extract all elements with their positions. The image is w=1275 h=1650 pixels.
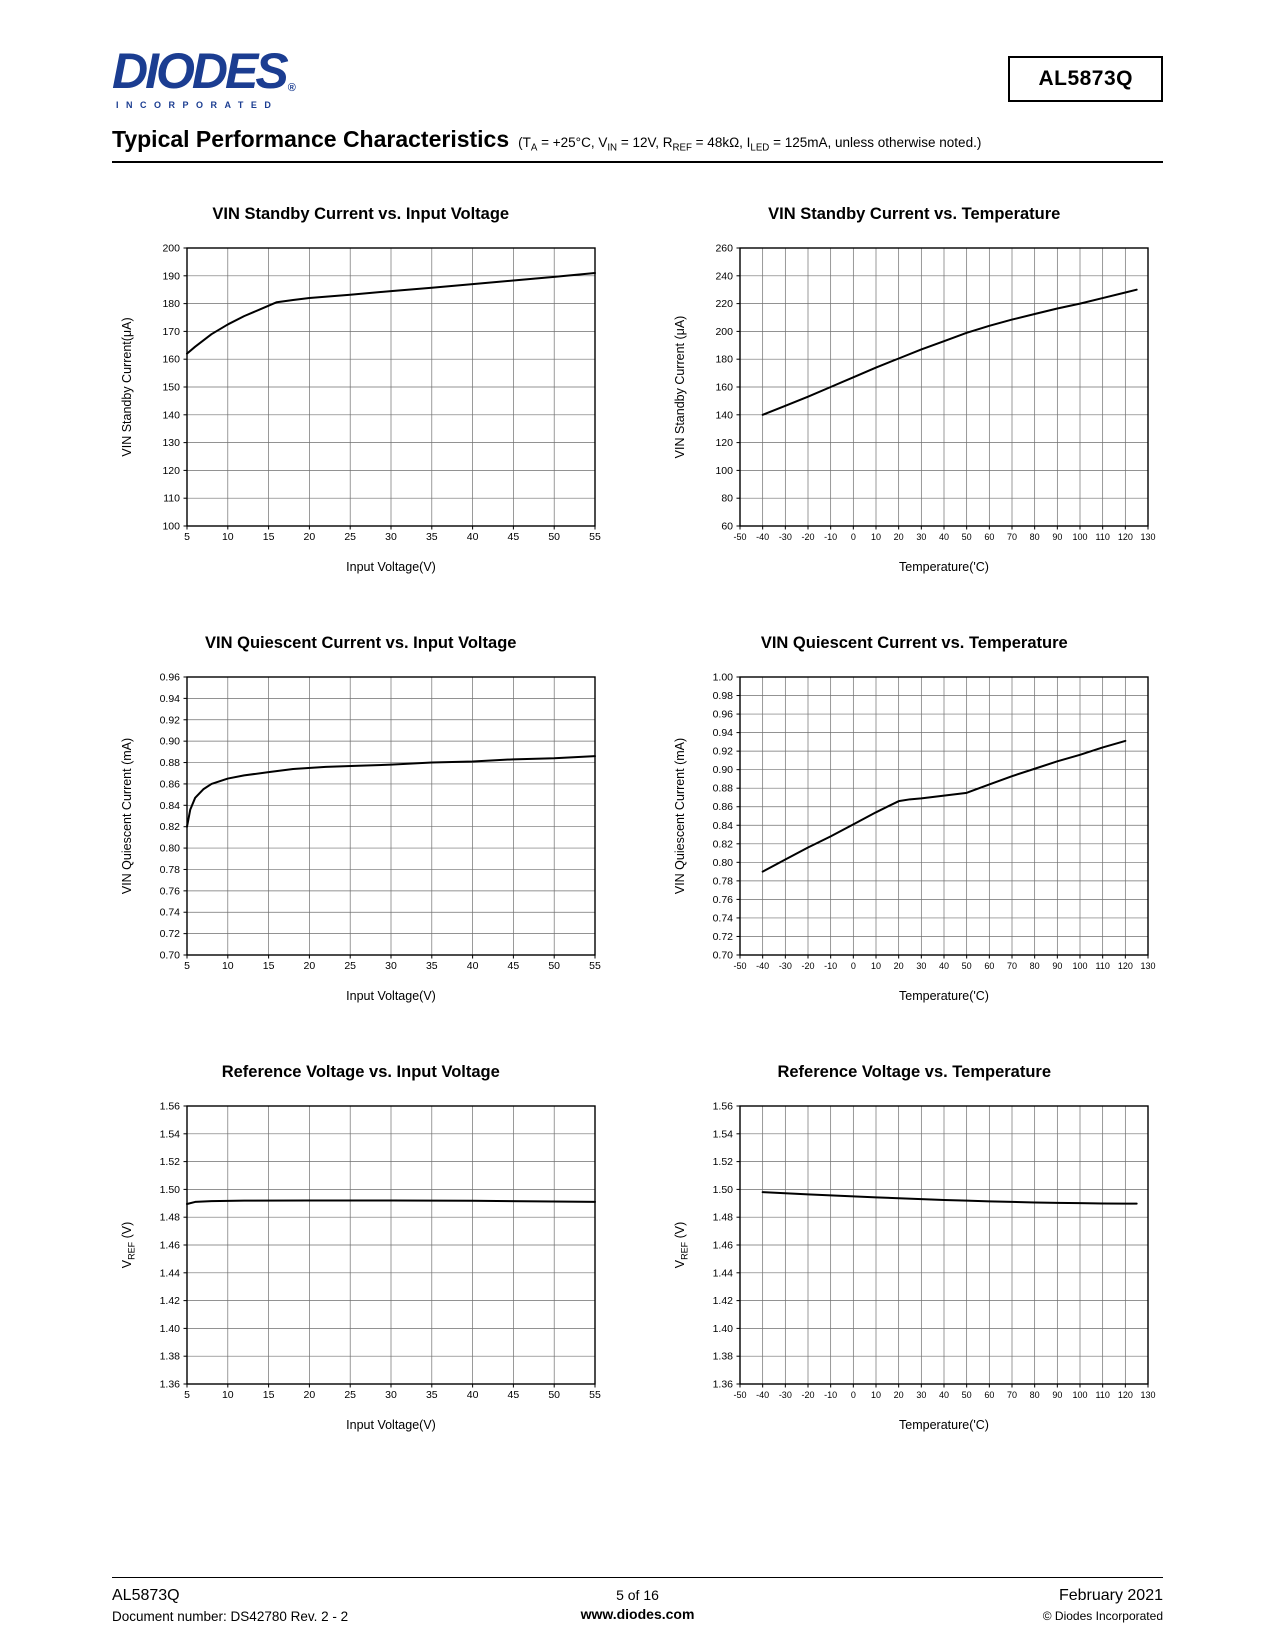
svg-text:1.56: 1.56 (712, 1100, 734, 1113)
svg-text:0.70: 0.70 (712, 949, 734, 962)
logo-wordmark: DIODES (112, 43, 286, 99)
svg-text:55: 55 (588, 1388, 601, 1401)
svg-text:0: 0 (851, 1389, 857, 1400)
svg-text:0.76: 0.76 (159, 885, 180, 898)
svg-text:-40: -40 (756, 960, 770, 971)
svg-text:15: 15 (262, 1388, 275, 1401)
footer-left (112, 1587, 581, 1624)
svg-text:0.82: 0.82 (712, 837, 734, 850)
svg-text:1.46: 1.46 (159, 1239, 180, 1252)
svg-text:Temperature('C): Temperature('C) (899, 559, 990, 574)
svg-text:0.80: 0.80 (712, 856, 734, 869)
svg-text:45: 45 (507, 959, 519, 972)
svg-text:10: 10 (221, 530, 234, 543)
svg-text:-20: -20 (801, 1389, 815, 1400)
svg-text:-20: -20 (801, 531, 815, 542)
svg-text:55: 55 (588, 959, 601, 972)
svg-text:0.84: 0.84 (159, 799, 180, 812)
svg-text:50: 50 (548, 1388, 560, 1401)
svg-text:0.86: 0.86 (159, 778, 180, 791)
svg-text:170: 170 (162, 325, 180, 338)
svg-text:100: 100 (715, 464, 734, 477)
svg-text:120: 120 (1118, 1389, 1134, 1400)
svg-text:20: 20 (303, 1388, 315, 1401)
svg-text:40: 40 (939, 960, 950, 971)
svg-text:0.90: 0.90 (159, 735, 180, 748)
svg-text:80: 80 (1029, 960, 1040, 971)
registered-trademark-icon: ® (287, 82, 296, 94)
svg-text:70: 70 (1007, 1389, 1018, 1400)
chart-plot (115, 665, 607, 1007)
svg-text:220: 220 (715, 297, 734, 310)
svg-text:25: 25 (344, 959, 356, 972)
diodes-logo (112, 43, 296, 110)
logo-wordmark-row (112, 43, 296, 99)
svg-text:0.80: 0.80 (159, 842, 180, 855)
svg-text:20: 20 (303, 959, 315, 972)
svg-text:5: 5 (183, 530, 190, 543)
svg-text:90: 90 (1052, 960, 1063, 971)
footer-website-link[interactable]: www.diodes.com (580, 1606, 695, 1622)
svg-text:0.70: 0.70 (159, 949, 180, 962)
svg-text:45: 45 (507, 1388, 519, 1401)
svg-text:50: 50 (548, 959, 560, 972)
svg-text:15: 15 (262, 959, 275, 972)
svg-text:1.52: 1.52 (159, 1155, 180, 1168)
svg-text:120: 120 (715, 436, 734, 449)
svg-text:30: 30 (916, 1389, 927, 1400)
footer-doc-number: Document number: DS42780 Rev. 2 - 2 (112, 1609, 349, 1624)
svg-text:1.50: 1.50 (159, 1183, 180, 1196)
svg-text:0.92: 0.92 (712, 745, 734, 758)
svg-text:10: 10 (871, 960, 882, 971)
svg-text:100: 100 (162, 520, 180, 533)
svg-text:-30: -30 (779, 960, 793, 971)
footer-date: February 2021 (1058, 1587, 1163, 1604)
page-footer (112, 1577, 1163, 1624)
svg-text:0.84: 0.84 (712, 819, 734, 832)
svg-text:30: 30 (916, 960, 927, 971)
chart-title: VIN Quiescent Current vs. Input Voltage (205, 633, 517, 652)
footer-copyright: © Diodes Incorporated (1042, 1609, 1163, 1623)
svg-text:0.94: 0.94 (159, 692, 180, 705)
svg-text:50: 50 (548, 530, 560, 543)
svg-text:0.90: 0.90 (712, 763, 734, 776)
svg-text:40: 40 (466, 1388, 479, 1401)
svg-text:0.72: 0.72 (159, 927, 180, 940)
svg-text:1.48: 1.48 (159, 1211, 180, 1224)
chart-reference-voltage-vs-temperature (666, 1063, 1164, 1436)
svg-text:Temperature('C): Temperature('C) (899, 1417, 990, 1432)
svg-text:180: 180 (162, 297, 180, 310)
svg-text:0.98: 0.98 (712, 689, 734, 702)
svg-text:VIN Quiescent Current (mA): VIN Quiescent Current (mA) (119, 737, 134, 894)
svg-text:0.74: 0.74 (712, 912, 734, 925)
svg-text:VIN Quiescent Current (mA): VIN Quiescent Current (mA) (673, 737, 688, 894)
svg-text:1.40: 1.40 (712, 1322, 734, 1335)
svg-text:25: 25 (344, 1388, 356, 1401)
svg-text:1.44: 1.44 (712, 1266, 734, 1279)
svg-text:90: 90 (1052, 1389, 1063, 1400)
svg-text:1.48: 1.48 (712, 1211, 734, 1224)
svg-text:30: 30 (384, 530, 397, 543)
svg-text:60: 60 (984, 1389, 995, 1400)
svg-text:-10: -10 (824, 960, 838, 971)
svg-text:50: 50 (961, 960, 972, 971)
svg-text:1.36: 1.36 (712, 1378, 734, 1391)
chart-title: Reference Voltage vs. Temperature (777, 1062, 1052, 1081)
svg-text:1.44: 1.44 (159, 1266, 180, 1279)
svg-text:70: 70 (1007, 531, 1018, 542)
svg-text:45: 45 (507, 530, 519, 543)
svg-text:200: 200 (715, 325, 734, 338)
svg-text:Input Voltage(V): Input Voltage(V) (345, 1417, 436, 1432)
svg-text:40: 40 (466, 959, 479, 972)
svg-text:VIN Standby Current (μA): VIN Standby Current (μA) (673, 315, 688, 459)
svg-text:1.50: 1.50 (712, 1183, 734, 1196)
chart-vin-quiescent-current-vs-input-voltage (112, 634, 610, 1007)
chart-reference-voltage-vs-input-voltage (112, 1063, 610, 1436)
svg-text:140: 140 (162, 408, 180, 421)
section-conditions: ($T_A = +25^\circ C$, $V_{IN} = 12V$, $R_{REF} = 48k\Omega$, $I_{LED} = 125mA$, unless otherwise noted.) (518, 135, 982, 154)
svg-text:0.88: 0.88 (712, 782, 734, 795)
svg-text:1.38: 1.38 (712, 1350, 734, 1363)
svg-text:1.36: 1.36 (159, 1378, 180, 1391)
svg-text:VREF (V): $V_{REF}$ (V) (119, 1221, 137, 1268)
svg-text:25: 25 (344, 530, 356, 543)
svg-text:-40: -40 (756, 531, 770, 542)
svg-text:10: 10 (871, 1389, 882, 1400)
svg-text:120: 120 (1118, 960, 1134, 971)
svg-text:20: 20 (303, 530, 315, 543)
svg-text:5: 5 (183, 1388, 190, 1401)
svg-text:40: 40 (466, 530, 479, 543)
svg-text:Input Voltage(V): Input Voltage(V) (345, 559, 436, 574)
svg-text:160: 160 (162, 353, 180, 366)
svg-text:35: 35 (425, 1388, 438, 1401)
svg-text:0.76: 0.76 (712, 893, 734, 906)
svg-text:0.92: 0.92 (159, 713, 180, 726)
section-header (112, 126, 1163, 163)
svg-text:60: 60 (721, 520, 734, 533)
chart-vin-quiescent-current-vs-temperature (666, 634, 1164, 1007)
svg-text:40: 40 (939, 531, 950, 542)
svg-text:120: 120 (1118, 531, 1134, 542)
svg-text:0.94: 0.94 (712, 726, 734, 739)
svg-text:70: 70 (1007, 960, 1018, 971)
svg-text:0: 0 (851, 960, 857, 971)
svg-text:-40: -40 (756, 1389, 770, 1400)
svg-text:15: 15 (262, 530, 275, 543)
svg-text:0.78: 0.78 (712, 875, 734, 888)
svg-text:0.96: 0.96 (712, 708, 734, 721)
chart-title: Reference Voltage vs. Input Voltage (221, 1062, 500, 1081)
logo-subtext: INCORPORATED (116, 100, 279, 110)
chart-title: VIN Standby Current vs. Temperature (768, 204, 1061, 223)
svg-text:1.40: 1.40 (159, 1322, 180, 1335)
svg-text:0: 0 (851, 531, 857, 542)
svg-text:1.52: 1.52 (712, 1155, 734, 1168)
chart-plot (115, 236, 607, 578)
svg-text:0.82: 0.82 (159, 820, 180, 833)
svg-text:110: 110 (1095, 1389, 1111, 1400)
svg-text:0.86: 0.86 (712, 800, 734, 813)
footer-page-info: 5 of 16 (616, 1587, 659, 1603)
svg-text:1.54: 1.54 (159, 1127, 180, 1140)
svg-text:180: 180 (715, 353, 734, 366)
footer-part-number: AL5873Q (112, 1587, 180, 1604)
chart-vin-standby-current-vs-input-voltage (112, 205, 610, 578)
chart-plot (668, 1094, 1160, 1436)
svg-text:-10: -10 (824, 531, 838, 542)
svg-text:160: 160 (715, 381, 734, 394)
svg-text:-30: -30 (779, 531, 793, 542)
svg-text:1.00: 1.00 (712, 671, 734, 684)
page-header (112, 43, 1163, 110)
chart-title: VIN Standby Current vs. Input Voltage (212, 204, 510, 223)
svg-text:50: 50 (961, 531, 972, 542)
svg-text:80: 80 (1029, 531, 1040, 542)
svg-text:130: 130 (162, 436, 180, 449)
svg-text:120: 120 (162, 464, 180, 477)
svg-text:1.42: 1.42 (712, 1294, 734, 1307)
svg-text:30: 30 (384, 959, 397, 972)
svg-text:Input Voltage(V): Input Voltage(V) (345, 988, 436, 1003)
svg-text:260: 260 (715, 242, 734, 255)
svg-text:35: 35 (425, 530, 438, 543)
svg-text:130: 130 (1140, 960, 1156, 971)
svg-text:-10: -10 (824, 1389, 838, 1400)
svg-text:110: 110 (1095, 531, 1111, 542)
svg-text:0.96: 0.96 (159, 671, 180, 684)
charts-grid (112, 205, 1163, 1436)
svg-text:110: 110 (1095, 960, 1111, 971)
svg-text:40: 40 (939, 1389, 950, 1400)
svg-text:10: 10 (871, 531, 882, 542)
svg-text:-50: -50 (733, 1389, 747, 1400)
section-title: Typical Performance Characteristics (112, 126, 510, 152)
part-number-badge: AL5873Q (1008, 56, 1163, 102)
chart-plot (115, 1094, 607, 1436)
chart-vin-standby-current-vs-temperature (666, 205, 1164, 578)
svg-text:190: 190 (162, 269, 180, 282)
svg-text:110: 110 (163, 492, 180, 505)
chart-title: VIN Quiescent Current vs. Temperature (760, 633, 1068, 652)
svg-text:0.88: 0.88 (159, 756, 180, 769)
chart-plot (668, 236, 1160, 578)
svg-text:1.46: 1.46 (712, 1239, 734, 1252)
svg-text:5: 5 (183, 959, 190, 972)
svg-text:30: 30 (916, 531, 927, 542)
svg-text:1.38: 1.38 (159, 1350, 180, 1363)
svg-text:140: 140 (715, 408, 734, 421)
svg-text:0.74: 0.74 (159, 906, 180, 919)
svg-text:VIN Standby Current(μA): VIN Standby Current(μA) (119, 317, 134, 457)
svg-text:240: 240 (715, 269, 734, 282)
chart-plot (668, 665, 1160, 1007)
svg-text:80: 80 (1029, 1389, 1040, 1400)
svg-text:1.54: 1.54 (712, 1127, 734, 1140)
svg-text:VREF (V): $V_{REF}$ (V) (673, 1221, 690, 1268)
svg-text:60: 60 (984, 960, 995, 971)
svg-text:30: 30 (384, 1388, 397, 1401)
footer-right (694, 1587, 1163, 1623)
svg-text:Temperature('C): Temperature('C) (899, 988, 990, 1003)
svg-text:130: 130 (1140, 531, 1156, 542)
svg-text:1.42: 1.42 (159, 1294, 180, 1307)
svg-text:-50: -50 (733, 531, 747, 542)
svg-text:50: 50 (961, 1389, 972, 1400)
svg-text:10: 10 (221, 959, 234, 972)
svg-text:0.78: 0.78 (159, 863, 180, 876)
svg-text:20: 20 (893, 1389, 904, 1400)
svg-text:-30: -30 (779, 1389, 793, 1400)
svg-text:100: 100 (1072, 960, 1088, 971)
svg-text:20: 20 (893, 960, 904, 971)
svg-text:1.56: 1.56 (159, 1100, 180, 1113)
svg-text:10: 10 (221, 1388, 234, 1401)
svg-text:80: 80 (721, 492, 734, 505)
svg-text:0.72: 0.72 (712, 930, 734, 943)
svg-text:150: 150 (162, 381, 180, 394)
svg-text:20: 20 (893, 531, 904, 542)
svg-text:60: 60 (984, 531, 995, 542)
svg-text:200: 200 (162, 242, 180, 255)
svg-text:-20: -20 (801, 960, 815, 971)
footer-center (581, 1587, 695, 1622)
svg-text:100: 100 (1072, 1389, 1088, 1400)
svg-text:100: 100 (1072, 531, 1088, 542)
svg-text:130: 130 (1140, 1389, 1156, 1400)
svg-text:90: 90 (1052, 531, 1063, 542)
svg-text:35: 35 (425, 959, 438, 972)
svg-text:55: 55 (588, 530, 601, 543)
svg-text:-50: -50 (733, 960, 747, 971)
